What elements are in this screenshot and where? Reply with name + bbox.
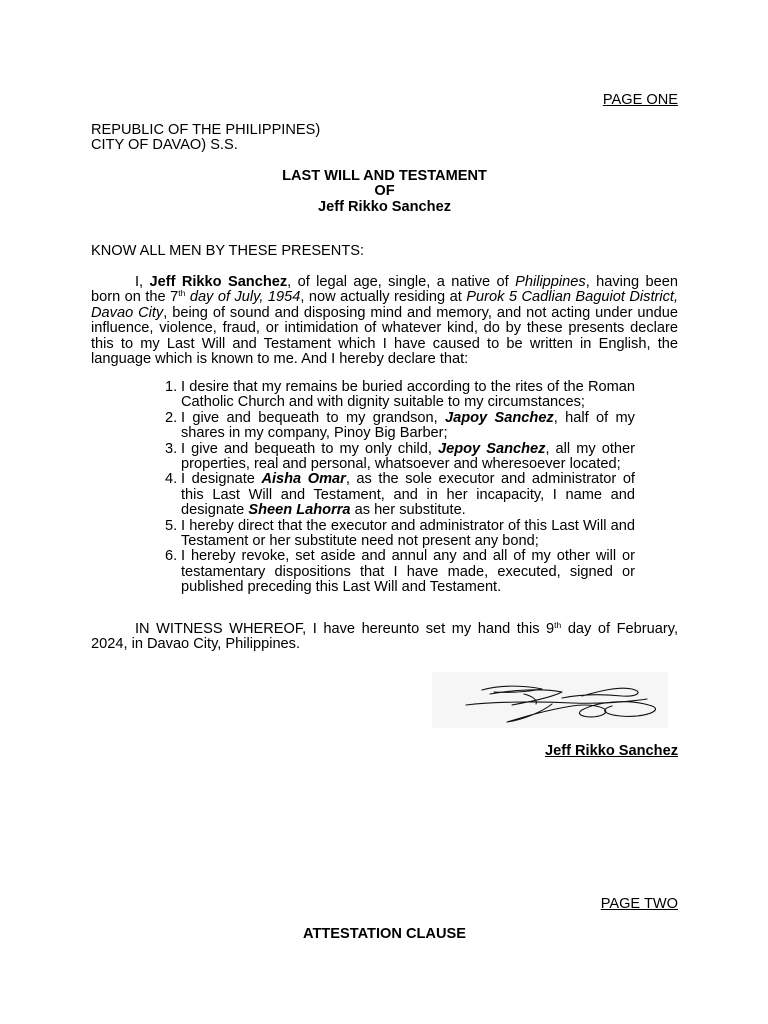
know-all-men-heading: KNOW ALL MEN BY THESE PRESENTS: bbox=[91, 243, 365, 259]
testator-name: Jeff Rikko Sanchez bbox=[149, 274, 288, 290]
list-item bbox=[155, 549, 635, 595]
page-one-label: PAGE ONE bbox=[602, 92, 678, 108]
intro-text-5: , being of sound and disposing mind and memory, and not acting under undue influence, violence, fraud, or intimidation of whatever kind, do by these presents declare this to my Last Will and Testament which I have caused to be written in English, the language which is known to me. And I hereby declare that: bbox=[91, 304, 678, 368]
list-item bbox=[155, 519, 635, 550]
list-item bbox=[155, 380, 635, 411]
signature-scribble bbox=[432, 672, 668, 728]
list-item bbox=[155, 472, 635, 518]
title-line-3: Jeff Rikko Sanchez bbox=[317, 198, 451, 215]
grandson-name: Japoy Sanchez bbox=[445, 409, 554, 426]
item-text: I give and bequeath to my only child, Jepoy Sanchez, all my other properties, real and personal, whatsoever and wheresoever located; bbox=[181, 440, 635, 473]
list-item bbox=[155, 411, 635, 442]
caption-city: CITY OF DAVAO) S.S. bbox=[91, 137, 238, 154]
item-text: I designate Aisha Omar, as the sole executor and administrator of this Last Will and Testament, and in her incapacity, I name and designate Sheen Lahorra as her substitute. bbox=[181, 471, 635, 519]
item-text: I give and bequeath to my grandson, Japoy Sanchez, half of my shares in my company, Pinoy Big Barber; bbox=[181, 409, 635, 442]
witness-paragraph: IN WITNESS WHEREOF, I have hereunto set my hand this 9th day of February, 2024, in Davao City, Philippines. bbox=[91, 620, 678, 653]
item-number: 6. bbox=[165, 548, 178, 565]
intro-paragraph bbox=[91, 275, 678, 367]
intro-text-2: , of legal age, single, a native of bbox=[287, 274, 516, 290]
venue-caption bbox=[91, 123, 320, 154]
item-number: 1. bbox=[165, 379, 178, 395]
list-item bbox=[155, 442, 635, 473]
executor-name: Aisha Omar bbox=[261, 471, 346, 488]
title-line-2: OF bbox=[374, 183, 395, 200]
child-name: Jepoy Sanchez bbox=[437, 440, 546, 457]
birth-day-suffix: th bbox=[178, 288, 186, 299]
substitute-name: Sheen Lahorra bbox=[248, 502, 351, 519]
intro-text-4: , now actually residing at bbox=[300, 289, 467, 306]
item-text: I hereby revoke, set aside and annul any and all of my other will or testamentary dispositions that I have made, executed, signed or published preceding this Last Will and Testament. bbox=[181, 548, 635, 596]
attestation-clause-heading: ATTESTATION CLAUSE bbox=[303, 926, 466, 942]
item-number: 4. bbox=[165, 471, 178, 488]
caption-republic: REPUBLIC OF THE PHILIPPINES) bbox=[91, 122, 321, 138]
title-line-1: LAST WILL AND TESTAMENT bbox=[282, 168, 487, 184]
item-text: I desire that my remains be buried according to the rites of the Roman Catholic Church and with dignity suitable to my circumstances; bbox=[181, 379, 635, 411]
testator-country: Philippines bbox=[515, 274, 586, 290]
signatory-name: Jeff Rikko Sanchez bbox=[544, 743, 678, 759]
document-title bbox=[91, 169, 678, 215]
item-number: 5. bbox=[165, 517, 178, 534]
intro-text-3: , having been born on the 7 bbox=[91, 274, 678, 306]
birth-date: day of July, 1954 bbox=[185, 289, 301, 306]
will-provisions-list bbox=[155, 380, 635, 596]
testator-address: Purok 5 Cadlian Baguiot District, Davao City bbox=[91, 289, 679, 321]
item-number: 2. bbox=[165, 409, 178, 426]
page-two-label: PAGE TWO bbox=[600, 896, 678, 912]
witness-day-suffix: th bbox=[554, 620, 562, 630]
intro-text-1: I, bbox=[135, 274, 150, 290]
item-text: I hereby direct that the executor and administrator of this Last Will and Testament or her substitute need not present any bond; bbox=[181, 517, 635, 550]
handwritten-signature bbox=[432, 672, 668, 728]
item-number: 3. bbox=[165, 440, 178, 457]
